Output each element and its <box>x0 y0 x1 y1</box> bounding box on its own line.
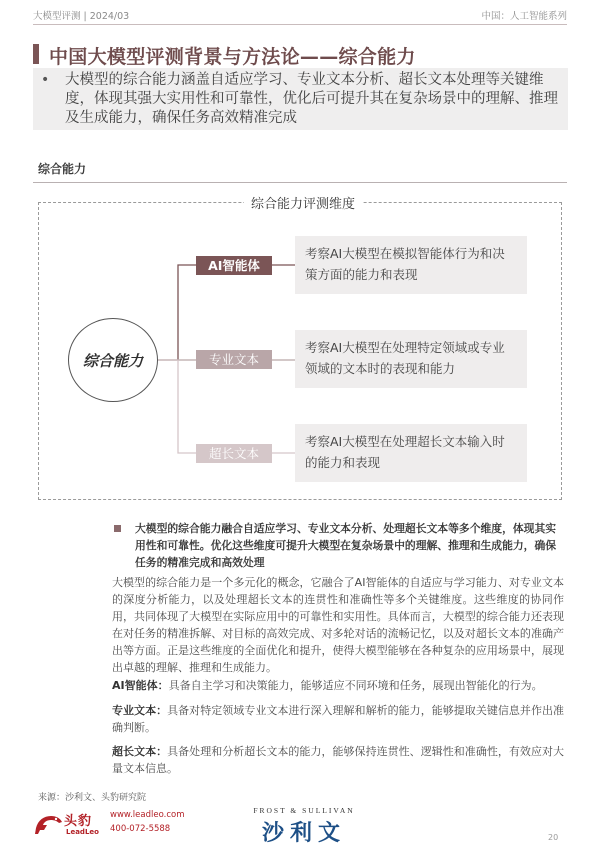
page-header <box>33 8 567 22</box>
leadleo-cn-name: 头豹 <box>64 814 93 829</box>
page-number: 20 <box>548 833 559 842</box>
section-label: 综合能力 <box>38 162 87 176</box>
body-paragraph-long-text <box>112 743 564 777</box>
section-divider <box>33 182 567 183</box>
description-long-text: 考察AI大模型在处理超长文本输入时的能力和表现 <box>295 424 527 482</box>
frost-sullivan-logo <box>234 806 374 846</box>
title-accent-bar <box>33 44 39 64</box>
leadleo-en-name: LeadLeo <box>66 828 99 836</box>
summary-box <box>33 68 568 130</box>
summary-bullet: • <box>41 72 50 88</box>
text-ai-agent: 具备自主学习和决策能力，能够适应不同环境和任务，展现出智能化的行为。 <box>168 679 543 692</box>
page-title: 中国大模型评测背景与方法论——综合能力 <box>49 46 416 68</box>
key-point-square-icon <box>114 525 121 532</box>
leadleo-logo <box>34 808 185 840</box>
frost-sullivan-en-name: FROST & SULLIVAN <box>253 806 355 815</box>
text-professional-text: 具备对特定领域专业文本进行深入理解和解析的能力，能够提取关键信息并作出准确判断。 <box>112 704 564 734</box>
dimension-long-text: 超长文本 <box>196 444 272 463</box>
header-series-name: 中国：人工智能系列 <box>481 11 567 22</box>
page-title-block <box>33 42 567 68</box>
body-paragraph-ai-agent <box>112 677 564 694</box>
term-professional-text: 专业文本： <box>112 704 168 717</box>
header-report-info: 大模型评测 | 2024/03 <box>33 11 130 22</box>
header-divider <box>33 24 567 25</box>
text-long-text: 具备处理和分析超长文本的能力，能够保持连贯性、逻辑性和准确性，有效应对大量文本信息。 <box>112 745 564 775</box>
diagram-frame-title: 综合能力评测维度 <box>244 193 362 211</box>
leadleo-website: www.leadleo.com <box>110 810 185 820</box>
frost-sullivan-cn-name: 沙利文 <box>261 821 346 846</box>
body-paragraph-professional-text <box>112 702 564 736</box>
leadleo-phone: 400-072-5588 <box>110 824 171 834</box>
summary-text: 大模型的综合能力涵盖自适应学习、专业文本分析、超长文本处理等关键维度，体现其强大实用性和可靠性，优化后可提升其在复杂场景中的理解、推理及生成能力，确保任务高效精准完成 <box>65 72 558 126</box>
body-paragraph-overview: 大模型的综合能力是一个多元化的概念，它融合了AI智能体的自适应与学习能力、对专业文本的深度分析能力，以及处理超长文本的连贯性和准确性等多个关键维度。这些维度的协同作用，共同体现了大模型在实际应用中的可靠性和实用性。具体而言，大模型的综合能力还表现在对任务的精准拆解、对目标的高效完成、对多轮对话的流畅记忆，以及对超长文本的准确产出等方面。正是这些维度的全面优化和提升，使得大模型能够在各种复杂的应用场景中，展现出卓越的理解、推理和生成能力。 <box>112 576 564 674</box>
key-point-text: 大模型的综合能力融合自适应学习、专业文本分析、处理超长文本等多个维度，体现其实用性和可靠性。优化这些维度可提升大模型在复杂场景中的理解、推理和生成能力，确保任务的精准完成和高效处理 <box>135 522 557 569</box>
dimension-ai-agent: AI智能体 <box>196 256 272 275</box>
center-label: 综合能力 <box>82 352 143 370</box>
description-ai-agent: 考察AI大模型在模拟智能体行为和决策方面的能力和表现 <box>295 236 527 294</box>
term-long-text: 超长文本： <box>112 745 168 758</box>
description-professional-text: 考察AI大模型在处理特定领域或专业领域的文本时的表现和能力 <box>295 330 527 388</box>
term-ai-agent: AI智能体： <box>112 679 169 692</box>
source-note: 来源：沙利文、头豹研究院 <box>38 793 147 803</box>
dimension-professional-text: 专业文本 <box>196 350 272 369</box>
leopard-icon <box>34 810 64 836</box>
